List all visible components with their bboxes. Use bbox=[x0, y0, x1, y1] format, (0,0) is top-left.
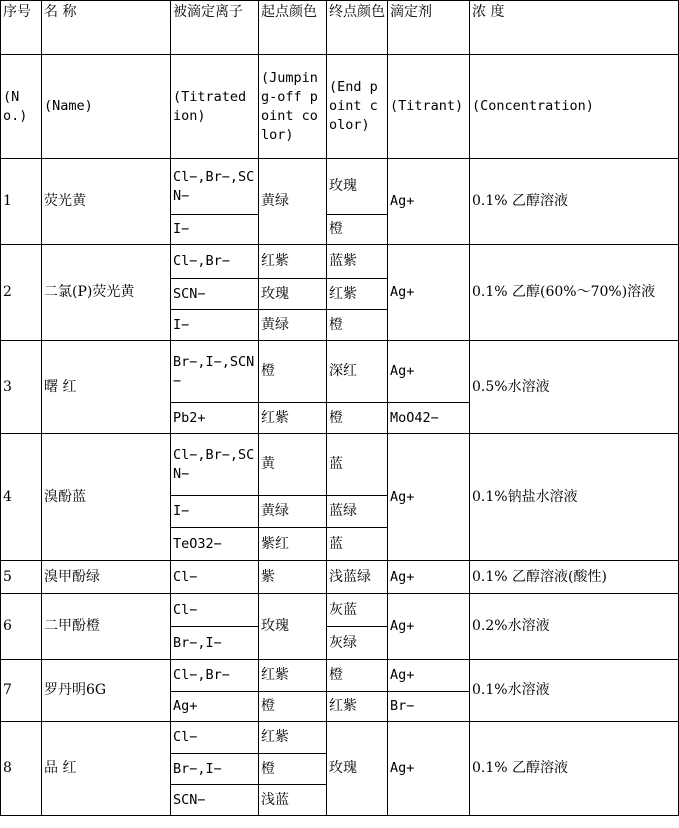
titrant: Ag+ bbox=[388, 245, 470, 341]
row-name: 二甲酚橙 bbox=[42, 594, 171, 660]
titrated-ion: Br−,I−,SCN− bbox=[171, 341, 259, 403]
end-color: 蓝 bbox=[327, 528, 388, 561]
start-color: 橙 bbox=[259, 754, 327, 785]
row-no: 3 bbox=[1, 341, 42, 434]
header-end-point-color-en: (End point color) bbox=[327, 55, 388, 159]
header-no: 序号 bbox=[1, 1, 42, 55]
header-row-en bbox=[1, 55, 679, 159]
table-row bbox=[1, 594, 679, 627]
end-color: 灰蓝 bbox=[327, 594, 388, 627]
titrated-ion: Br−,I− bbox=[171, 754, 259, 785]
header-name: 名 称 bbox=[42, 1, 171, 55]
row-no: 7 bbox=[1, 660, 42, 722]
header-no-en: (No.) bbox=[1, 55, 42, 159]
start-color: 橙 bbox=[259, 692, 327, 722]
concentration: 0.1% 乙醇溶液(酸性) bbox=[470, 561, 679, 594]
titrated-ion: Cl−,Br−,SCN− bbox=[171, 159, 259, 215]
table-row bbox=[1, 561, 679, 594]
titrated-ion: TeO32− bbox=[171, 528, 259, 561]
row-no: 5 bbox=[1, 561, 42, 594]
header-titrant: 滴定剂 bbox=[388, 1, 470, 55]
start-color: 玫瑰 bbox=[259, 594, 327, 660]
start-color: 红紫 bbox=[259, 722, 327, 754]
end-color: 深红 bbox=[327, 341, 388, 403]
row-name: 二氯(P)荧光黄 bbox=[42, 245, 171, 341]
end-color: 橙 bbox=[327, 310, 388, 341]
titrated-ion: I− bbox=[171, 215, 259, 245]
titrant: Ag+ bbox=[388, 434, 470, 561]
end-color: 蓝 bbox=[327, 434, 388, 496]
titrant: Ag+ bbox=[388, 660, 470, 692]
titrated-ion: Ag+ bbox=[171, 692, 259, 722]
table-row bbox=[1, 245, 679, 279]
end-color: 红紫 bbox=[327, 692, 388, 722]
start-color: 玫瑰 bbox=[259, 279, 327, 310]
titrant: Br− bbox=[388, 692, 470, 722]
table-row bbox=[1, 660, 679, 692]
header-jump-off-color: 起点颜色 bbox=[259, 1, 327, 55]
row-no: 8 bbox=[1, 722, 42, 816]
start-color: 黄绿 bbox=[259, 159, 327, 245]
header-name-en: (Name) bbox=[42, 55, 171, 159]
row-no: 6 bbox=[1, 594, 42, 660]
table-row bbox=[1, 159, 679, 215]
table-row bbox=[1, 341, 679, 403]
end-color: 橙 bbox=[327, 403, 388, 434]
concentration: 0.1% 乙醇溶液 bbox=[470, 722, 679, 816]
row-name: 溴甲酚绿 bbox=[42, 561, 171, 594]
start-color: 紫红 bbox=[259, 528, 327, 561]
titrated-ion: Cl−,Br− bbox=[171, 660, 259, 692]
row-no: 1 bbox=[1, 159, 42, 245]
concentration: 0.1%钠盐水溶液 bbox=[470, 434, 679, 561]
header-titrant-en: (Titrant) bbox=[388, 55, 470, 159]
start-color: 紫 bbox=[259, 561, 327, 594]
start-color: 红紫 bbox=[259, 403, 327, 434]
header-concentration: 浓 度 bbox=[470, 1, 679, 55]
header-row bbox=[1, 1, 679, 55]
end-color: 红紫 bbox=[327, 279, 388, 310]
start-color: 红紫 bbox=[259, 245, 327, 279]
titrated-ion: Cl− bbox=[171, 561, 259, 594]
header-jump-off-color-en: (Jumping-off point color) bbox=[259, 55, 327, 159]
header-titrated-ion: 被滴定离子 bbox=[171, 1, 259, 55]
titrant: Ag+ bbox=[388, 722, 470, 816]
titrated-ion: I− bbox=[171, 496, 259, 528]
titrant: Ag+ bbox=[388, 561, 470, 594]
end-color: 蓝绿 bbox=[327, 496, 388, 528]
start-color: 浅蓝 bbox=[259, 785, 327, 816]
titrated-ion: Cl− bbox=[171, 722, 259, 754]
titrated-ion: SCN− bbox=[171, 785, 259, 816]
titrant: Ag+ bbox=[388, 341, 470, 403]
titrant: MoO42− bbox=[388, 403, 470, 434]
start-color: 红紫 bbox=[259, 660, 327, 692]
header-titrated-ion-en: (Titrated ion) bbox=[171, 55, 259, 159]
row-name: 品 红 bbox=[42, 722, 171, 816]
end-color: 橙 bbox=[327, 215, 388, 245]
titrant: Ag+ bbox=[388, 159, 470, 245]
concentration: 0.5%水溶液 bbox=[470, 341, 679, 434]
start-color: 黄 bbox=[259, 434, 327, 496]
titrated-ion: I− bbox=[171, 310, 259, 341]
row-name: 溴酚蓝 bbox=[42, 434, 171, 561]
concentration: 0.2%水溶液 bbox=[470, 594, 679, 660]
titrant: Ag+ bbox=[388, 594, 470, 660]
table-row bbox=[1, 434, 679, 496]
end-color: 玫瑰 bbox=[327, 722, 388, 816]
header-end-point-color: 终点颜色 bbox=[327, 1, 388, 55]
concentration: 0.1% 乙醇溶液 bbox=[470, 159, 679, 245]
end-color: 橙 bbox=[327, 660, 388, 692]
start-color: 橙 bbox=[259, 341, 327, 403]
titrated-ion: SCN− bbox=[171, 279, 259, 310]
start-color: 黄绿 bbox=[259, 310, 327, 341]
end-color: 蓝紫 bbox=[327, 245, 388, 279]
concentration: 0.1%水溶液 bbox=[470, 660, 679, 722]
row-name: 荧光黄 bbox=[42, 159, 171, 245]
end-color: 玫瑰 bbox=[327, 159, 388, 215]
concentration: 0.1% 乙醇(60%～70%)溶液 bbox=[470, 245, 679, 341]
header-concentration-en: (Concentration) bbox=[470, 55, 679, 159]
titrated-ion: Cl−,Br− bbox=[171, 245, 259, 279]
row-no: 4 bbox=[1, 434, 42, 561]
row-name: 曙 红 bbox=[42, 341, 171, 434]
end-color: 灰绿 bbox=[327, 627, 388, 660]
titrated-ion: Br−,I− bbox=[171, 627, 259, 660]
row-name: 罗丹明6G bbox=[42, 660, 171, 722]
row-no: 2 bbox=[1, 245, 42, 341]
end-color: 浅蓝绿 bbox=[327, 561, 388, 594]
table-row bbox=[1, 722, 679, 754]
titrated-ion: Cl− bbox=[171, 594, 259, 627]
titrated-ion: Pb2+ bbox=[171, 403, 259, 434]
titrated-ion: Cl−,Br−,SCN− bbox=[171, 434, 259, 496]
start-color: 黄绿 bbox=[259, 496, 327, 528]
